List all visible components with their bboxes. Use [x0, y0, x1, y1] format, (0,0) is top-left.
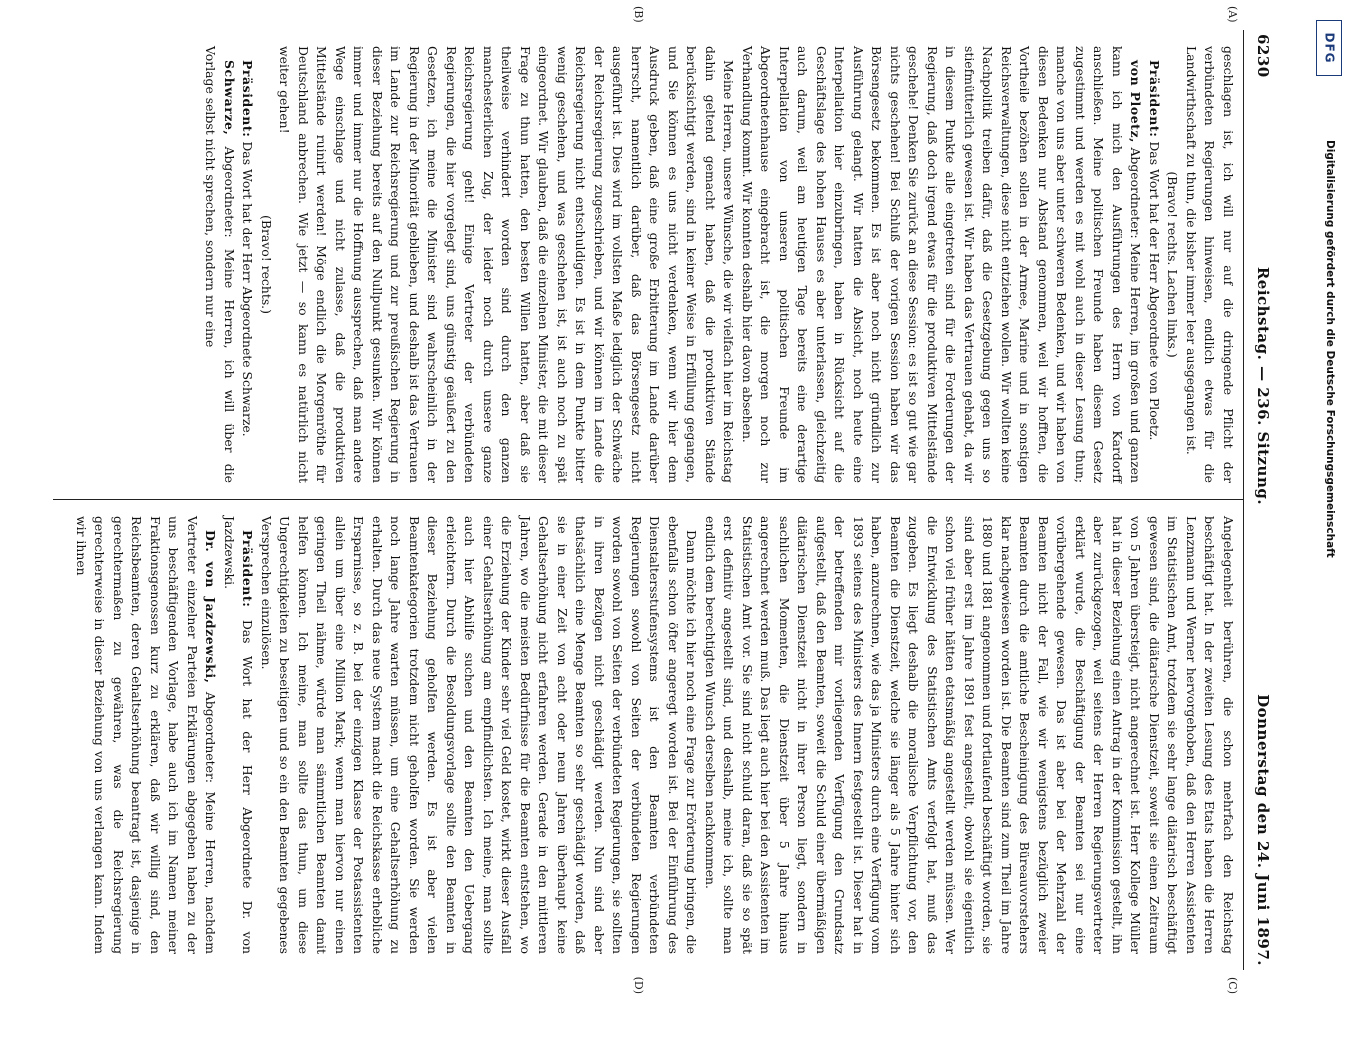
interjection: (Bravo! rechts. Lachen links.) [1165, 171, 1181, 358]
page-header [1243, 30, 1272, 970]
paragraph-text: Abgeordneter: Meine Herren, im großen und ganzen kann ich mich den Ausführungen des Herrn von Kardorff anschließen. Meine politischen Freunde haben diesem Gesetz zugestimmt und werden es mit wohl auch in dieser Lesung thun; manche von uns aber unter schweren Bedenken, und wir haben von diesen Bedenken nur Abstand genommen, weil wir hofften, die Vortheile bezöhen sollen in der Armee, Marine und in sonstigen Reichsverwaltungen, diese nicht entziehen wollen. Wir wollten keine Nachpolitik treiben dafür, daß die Gesetzgebung gegen uns so stiefmütterlich gewesen ist. Wir haben das Vertrauen gehabt, da wir in diesem Punkte alle eingetreten sind für die Forderungen der Regierung, daß doch irgend etwas für die produktiven Mittelstände geschehe! Denken Sie zurück an diese Session: es ist so gut wie gar nichts geschehen! Bei Schluß der vorigen Session haben wir das Börsengesetz bekommen. Es ist aber noch nicht gründlich zur Ausführung gelangt. Wir hatten die Absicht, noch heute eine Interpellation hier einzubringen, haben in Rücksicht auf die Geschäftslage des hohen Hauses es aber unterlassen, gleichzeitig auch darum, weil am heutigen Tage bereits eine derartige Interpellation von unseren politischen Freunde im Abgeordnetenhause eingebracht ist, die morgen noch zur Verhandlung kommt. Wir konnten deshalb hier davon absehen. [740, 46, 1144, 483]
dfg-logo [1316, 20, 1342, 76]
speaker-name: von Ploetz, [1128, 60, 1144, 144]
paragraph: Meine Herren, unsere Wünsche, die wir vielfach hier im Reichstag dahin geltend gemacht haben, daß die produktiven Stände berücksichtigt werden, sind in keiner Weise in Erfüllung gegangen, und Sie können es uns nicht verdenken, wenn wir hier dem Ausdruck geben, daß eine große Erbitterung im Lande darüber herrscht, namentlich darüber, daß das Börsengesetz nicht ausgeführt ist. Dies wird im vollsten Maße lediglich der Schwäche der Reichsregierung zugeschrieben, und wir können im Lande die Reichsregierung nicht entschuldigen. Es ist in dem Punkte bitter wenig geschehen, und was geschehen ist, ist auch noch zu spät eingeordnet. Wir glauben, daß die einzelnen Minister, die mit dieser Frage zu thun hatten, den besten Willen hatten, aber daß sie theilweise verhindert worden sind durch den ganzen manchesterlichen Zug, der leider noch durch unsere ganze Reichsregierung geht! Einige Vertreter der verbündeten Regierungen, die hier vorgelegt sind, uns günstig geäußert zu den Gesetzen, ich meine die Minister sind wahrscheinlich in der Regierung in der Minorität geblieben, und deshalb ist das Vertrauen im Lande zur Reichsregierung und zur preußischen Regierung in dieser Beziehung bereits auf den Nullpunkt gesunken. Wir können immer und immer nur die Hoffnung aussprechen, daß man andere Wege einschlage und nicht zulasse, daß die produktiven Mittelstände ruinirt werden! Möge endlich die Morgenröthe für Deutschland anbrechen. Wie jetzt — so kann es natürlich nicht weiter gehen! [277, 46, 737, 483]
section-marker-c: (C) [1226, 977, 1239, 994]
paragraph [738, 46, 1145, 483]
speaker-name: Präsident: [240, 530, 256, 608]
section-marker-a: (A) [1226, 6, 1239, 23]
paragraph-text: Das Wort hat der Herr Abgeordnete Dr. von Jazdzewski. [222, 516, 256, 954]
dfg-logo-text: DFG [1322, 32, 1337, 64]
session-date: Donnerstag den 24. Juni 1897. [1254, 694, 1272, 966]
page-title: Reichstag. — 236. Sitzung. [1254, 266, 1272, 506]
interjection: (Bravo! rechts.) [259, 215, 274, 314]
speaker-name: Dr. von Jazdzewski, [203, 530, 219, 684]
right-column [53, 500, 1243, 970]
paragraph [238, 46, 257, 483]
credit-text: Digitalisierung gefördert durch die Deutsche Forschungsgemeinschaft [1324, 140, 1336, 558]
digitization-credit [1314, 20, 1344, 980]
paragraph-text: Abgeordneter: Meine Herren, ich will über die Vorlage selbst nicht sprechen, sondern nur eine [203, 46, 237, 483]
paragraph: Dann möchte ich hier noch eine Frage zur Erörterung bringen, die ebenfalls schon öfter angeregt worden ist. Bei der Einführung des Dienstaltersstufensystems ist den Beamten verbündeten Regierungen sowohl von Seiten der verbündeten Regierungen worden sowohl von Seiten der verbündeten Regierungen, sie sollten in ihren Bezügen nicht geschädigt werden. Nun sind aber thatsächlich eine Menge Beamten so sehr geschädigt worden, daß sie in einer Zeit von acht oder neun Jahren überhaupt keine Gehaltserhöhung nicht erfahren werden. Gerade in den mittleren Jahren, wo die meisten Bedürfnisse für die Beamten entstehen, wo die Erziehung der Kinder sehr viel Geld kostet, wirkt dieser Ausfall einer Gehaltserhöhung am empfindlichsten. Ich meine, man sollte auch hier Abhilfe suchen und den Beamten den Uebergang erleichtern. Durch die Besoldungsvorlage sollte den Beamten in dieser Beziehung geholfen werden. Es ist aber vielen Beamtenkategorien trotzdem nicht geholfen worden. Sie werden noch lange Jahre warten müssen, um eine Gehaltserhöhung zu erhalten. Durch das neue System macht die Reichskasse erhebliche Ersparnisse, so z. B. bei der einzigen Klasse der Postassistenten allein um über eine Million Mark; wenn man hiervon nur einen geringen Theil nähme, würde man sämmtlichen Beamten damit helfen können. Ich meine, man sollte das thun, um diese Ungerechtigkeiten zu beseitigen und so ein den Beamten gegebenes Versprechen einzulösen. [259, 516, 700, 954]
page-number: 6230 [1254, 34, 1272, 78]
speaker-name: Schwarze, [222, 60, 237, 136]
text-columns [53, 6, 1243, 994]
speaker-name: Präsident: [1147, 60, 1162, 138]
paragraph-text: Das Wort hat der Herr Abgeordnete von Ploetz. [1147, 141, 1162, 441]
document-page [10, 0, 1290, 1000]
paragraph [1145, 46, 1164, 483]
section-marker-b: (B) [632, 6, 645, 23]
paragraph: geschlagen ist, ich will nur auf die dringende Pflicht der verbündeten Regierungen hinweisen, endlich etwas für die Landwirthschaft zu thun, die bisher immer leer ausgegangen ist. [1184, 46, 1236, 483]
paragraph [201, 46, 238, 483]
paragraph-text: Das Wort hat der Herr Abgeordnete Schwarze. [240, 141, 256, 437]
section-marker-d: (D) [632, 976, 645, 994]
paragraph: Angelegenheit berühren, die schon mehrfach den Reichstag beschäftigt hat. In der zweiten Lesung des Etats haben die Herren Lenzmann und Werner hervorgehoben, daß den Herren Assistenten im Statistischen Amt, trotzdem sie sehr lange diätarisch beschäftigt gewesen sind, die diätarische Dienstzeit, soweit sie einen Zeitraum von 5 Jahren übersteigt, nicht angerechnet ist. Herr Kollege Müller hat in dieser Beziehung einen Antrag in der Kommission gestellt, ihn aber zurückgezogen, weil seitens der Herren Regierungsvertreter erklärt wurde, die Beschäftigung der Beamten sei nur eine vorübergehende gewesen. Das ist aber bei der Mehrzahl der Beamten nicht der Fall, wie wir wenigstens bezüglich zweier Beamten durch die amtliche Bescheinigung des Büreauvorstehers klar nachgewiesen worden ist. Die Beamten sind zum Theil im Jahre 1880 und 1881 angenommen und fortlaufend beschäftigt worden, sie sind aber erst im Jahre 1891 fest angestellt, obwohl sie eigentlich schon viel früher hätten etatsmäßig angestellt werden müssen. Wer die Entwicklung des Statistischen Amts verfolgt hat, muß das zugeben. Es liegt deshalb die moralische Verpflichtung vor, den Beamten die Dienstzeit, welche sie länger als 5 Jahre hinter sich haben, anzurechnen, wie das ja Ministers durch eine Verfügung vom 1893 seitens des Ministers des Innern festgestellt ist. Dieser hat in der betreffenden mir vorliegenden Verfügung den Grundsatz aufgestellt, daß den Beamten, soweit die Schuld einer übermäßigen diätarischen Dienstzeit nicht in ihrer Person liegt, sondern in sachlichen Momenten, die Dienstzeit über 5 Jahre hinaus angerechnet werden muß. Das liegt auch hier bei den Assistenten im Statistischen Amt vor. Sie sind nicht schuld daran, daß sie so spät erst definitiv angestellt sind, und deshalb, meine ich, sollte man endlich dem berechtigten Wunsch derselben nachkommen. [703, 516, 1236, 954]
paragraph-text: Abgeordneter: Meine Herren, nachdem Vertreter einzelner Parteien Erklärungen abgegeben haben zu der uns beschäftigenden Vorlage, habe auch ich im Namen meiner Fraktionsgenossen kurz zu erklären, daß wir willig sind, den Reichsbeamten, deren Gehaltserhöhung beantragt ist, dasjenige in gerechtermaßen zu gewähren, was die Reichsregierung gerechterweise in dieser Beziehung von uns verlangen kann. Indem wir ihnen [74, 516, 219, 954]
speaker-name: Präsident: [240, 60, 256, 138]
paragraph [220, 516, 257, 954]
paragraph [72, 516, 220, 954]
left-column [53, 30, 1243, 500]
